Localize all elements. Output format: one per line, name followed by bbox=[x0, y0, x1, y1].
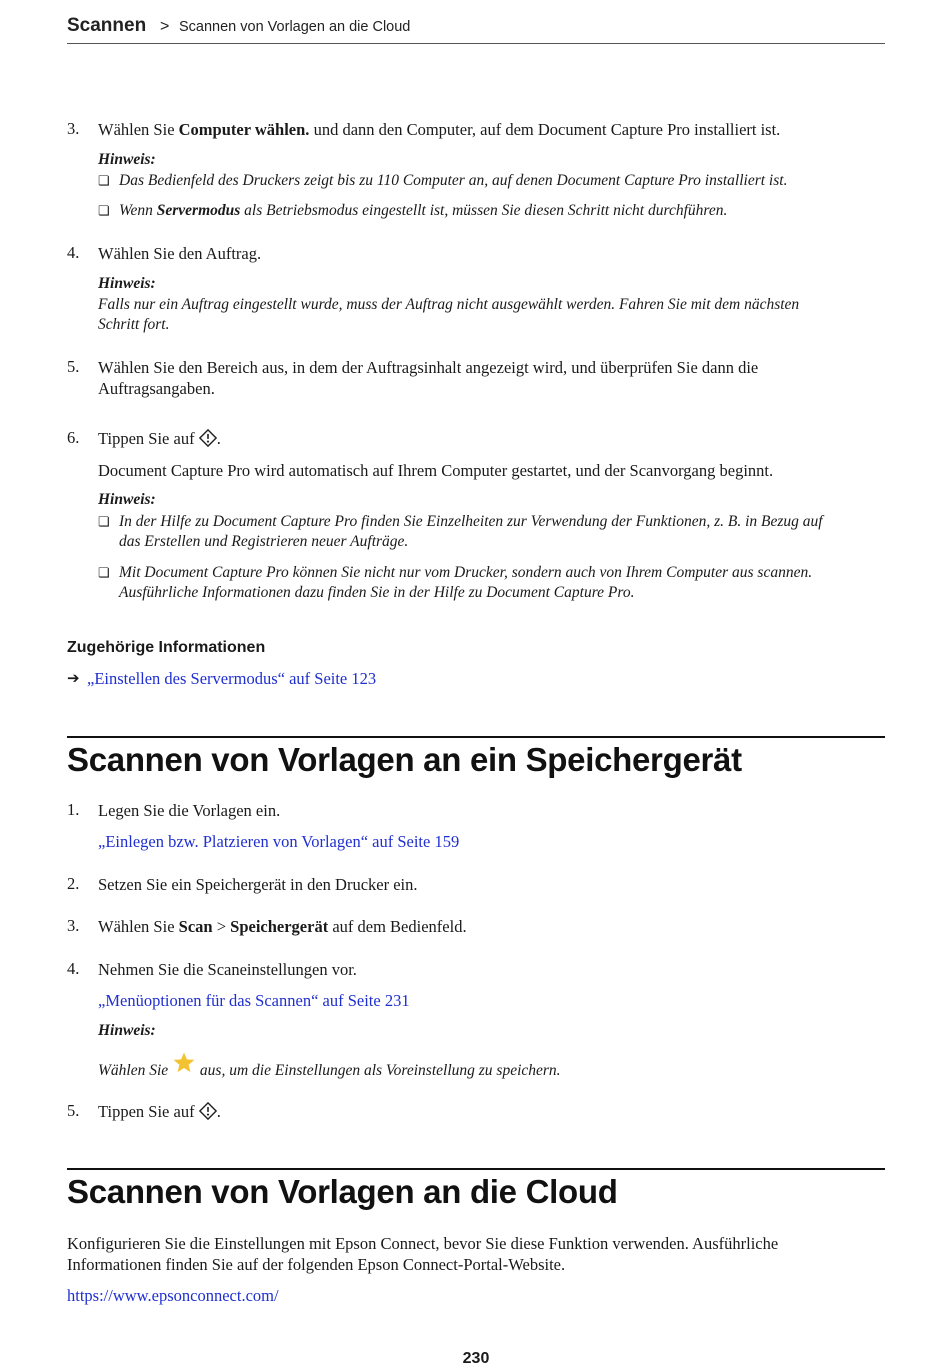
text-run: und dann den Computer, auf dem Document Capture Pro installiert ist. bbox=[309, 120, 781, 139]
start-diamond-icon bbox=[199, 429, 217, 447]
note-bullet bbox=[119, 201, 879, 222]
text-run: aus, um die Einstellungen als Voreinstellung zu speichern. bbox=[199, 1062, 561, 1079]
bullet-icon: ❏ bbox=[98, 565, 110, 580]
step-text-line: Wählen Sie den Bereich aus, in dem der Auftragsinhalt angezeigt wird, und überprüfen Sie dann die bbox=[98, 358, 759, 377]
bold-run: Computer wählen. bbox=[178, 120, 310, 139]
note-title: Hinweis: bbox=[98, 275, 156, 292]
note-title: Hinweis: bbox=[98, 151, 156, 168]
step-text bbox=[98, 1101, 878, 1122]
step-number: 3. bbox=[67, 916, 80, 935]
epson-connect-url-link[interactable]: https://www.epsonconnect.com/ bbox=[67, 1286, 279, 1305]
bullet-icon: ❏ bbox=[98, 173, 110, 188]
running-header bbox=[67, 14, 885, 44]
page-number: 230 bbox=[462, 1350, 490, 1367]
step-number: 3. bbox=[67, 119, 80, 138]
section-heading bbox=[67, 736, 885, 779]
paragraph-line: Konfigurieren Sie die Einstellungen mit Epson Connect, bevor Sie diese Funktion verwenden. Ausführliche bbox=[67, 1234, 779, 1253]
section-title: Scannen von Vorlagen an die Cloud bbox=[67, 1173, 618, 1210]
step-text: Setzen Sie ein Speichergerät in den Drucker ein. bbox=[98, 875, 418, 894]
bold-run: Speichergerät bbox=[230, 917, 329, 936]
step-number: 4. bbox=[67, 959, 80, 978]
step-text bbox=[98, 119, 878, 140]
step-text: Nehmen Sie die Scaneinstellungen vor. bbox=[98, 960, 357, 979]
step-number: 5. bbox=[67, 357, 80, 376]
note-bullet-line: das Erstellen und Registrieren neuer Aufträge. bbox=[119, 533, 409, 550]
step-text bbox=[98, 428, 878, 449]
text-run: Wählen Sie bbox=[98, 917, 179, 936]
text-run: Tippen Sie auf bbox=[98, 429, 195, 448]
step-link[interactable]: „Einlegen bzw. Platzieren von Vorlagen“ auf Seite 159 bbox=[98, 832, 460, 851]
note-text-line: Schritt fort. bbox=[98, 316, 170, 333]
bullet-icon: ❏ bbox=[98, 514, 110, 529]
paragraph-line: Informationen finden Sie auf der folgenden Epson Connect-Portal-Website. bbox=[67, 1255, 566, 1274]
step-text: Legen Sie die Vorlagen ein. bbox=[98, 801, 281, 820]
text-run: > bbox=[212, 917, 231, 936]
text-run: Wenn bbox=[119, 202, 157, 219]
text-run: Wählen Sie bbox=[98, 1062, 169, 1079]
note-text bbox=[98, 1051, 878, 1082]
note-bullet: Das Bedienfeld des Druckers zeigt bis zu 110 Computer an, auf denen Document Capture Pro installiert ist. bbox=[119, 172, 788, 189]
note-bullet-line: Ausführliche Informationen dazu finden Sie in der Hilfe zu Document Capture Pro. bbox=[119, 584, 635, 601]
section-heading bbox=[67, 1168, 885, 1211]
start-diamond-icon bbox=[199, 1102, 217, 1120]
bold-run: Servermodus bbox=[156, 202, 241, 219]
step-text-line: Auftragsangaben. bbox=[98, 379, 215, 398]
document-page bbox=[67, 0, 885, 1370]
text-run: Wählen Sie bbox=[98, 120, 179, 139]
bold-run: Scan bbox=[178, 917, 213, 936]
text-run: . bbox=[216, 429, 221, 448]
related-info-title: Zugehörige Informationen bbox=[67, 639, 266, 656]
text-run: Tippen Sie auf bbox=[98, 1102, 195, 1121]
header-separator: > bbox=[160, 18, 170, 35]
header-subsection: Scannen von Vorlagen an die Cloud bbox=[179, 19, 411, 35]
header-section: Scannen bbox=[67, 15, 147, 36]
text-run: . bbox=[216, 1102, 221, 1121]
note-bullet-line: In der Hilfe zu Document Capture Pro finden Sie Einzelheiten zur Verwendung der Funktionen, z. B. in Bezug auf bbox=[119, 513, 823, 530]
bullet-icon: ❏ bbox=[98, 203, 110, 218]
step-number: 6. bbox=[67, 428, 80, 447]
text-run: auf dem Bedienfeld. bbox=[328, 917, 467, 936]
step-number: 5. bbox=[67, 1101, 80, 1120]
step-link[interactable]: „Menüoptionen für das Scannen“ auf Seite 231 bbox=[98, 991, 410, 1010]
step-text: Wählen Sie den Auftrag. bbox=[98, 244, 262, 263]
section-title: Scannen von Vorlagen an ein Speichergerät bbox=[67, 741, 742, 778]
note-bullet-line: Mit Document Capture Pro können Sie nicht nur vom Drucker, sondern auch von Ihrem Computer aus scannen. bbox=[119, 564, 813, 581]
related-link[interactable]: „Einstellen des Servermodus“ auf Seite 123 bbox=[87, 669, 377, 688]
note-title: Hinweis: bbox=[98, 491, 156, 508]
note-text-line: Falls nur ein Auftrag eingestellt wurde, muss der Auftrag nicht ausgewählt werden. Fahren Sie mit dem nächsten bbox=[98, 296, 800, 313]
text-run: als Betriebsmodus eingestellt ist, müssen Sie diesen Schritt nicht durchführen. bbox=[240, 202, 728, 219]
star-icon bbox=[172, 1051, 196, 1074]
step-text bbox=[98, 916, 878, 937]
note-title: Hinweis: bbox=[98, 1022, 156, 1039]
step-number: 1. bbox=[67, 800, 80, 819]
arrow-right-icon: ➔ bbox=[67, 671, 80, 687]
step-number: 4. bbox=[67, 243, 80, 262]
step-body: Document Capture Pro wird automatisch auf Ihrem Computer gestartet, und der Scanvorgang beginnt. bbox=[98, 461, 774, 480]
step-number: 2. bbox=[67, 874, 80, 893]
